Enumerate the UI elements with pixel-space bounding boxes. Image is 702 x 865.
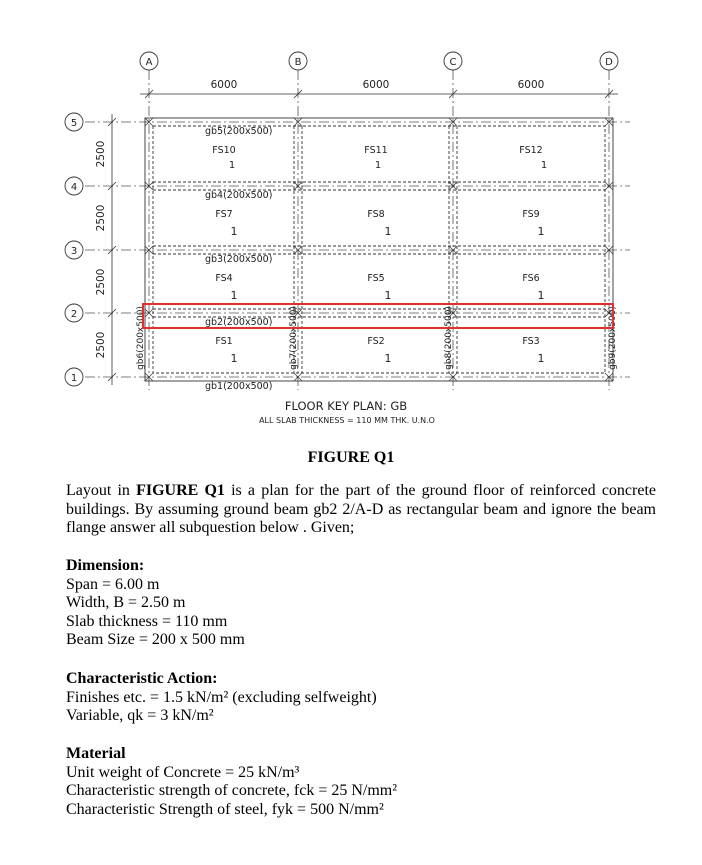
plan-subtitle: ALL SLAB THICKNESS = 110 MM THK. U.N.O: [259, 416, 435, 425]
slab-mark-fs7: 1: [230, 225, 238, 238]
material-heading: Material: [66, 745, 126, 762]
svg-text:3: 3: [70, 246, 78, 257]
slab-mark-fs9: 1: [537, 225, 545, 238]
plan-title: FLOOR KEY PLAN: GB: [284, 399, 408, 413]
span-dimension-ab: 6000: [210, 79, 238, 91]
dimension-beam-size: Beam Size = 200 x 500 mm: [66, 631, 245, 648]
slab-label-fs9: FS9: [522, 209, 540, 220]
action-section: [66, 670, 377, 726]
intro-text-rest: is a plan for the part of the ground floor of reinforced concrete buildings. By assuming ground beam gb2 2/A-D as rectangular beam and ignore the beam flange answer all subquestion below . Given;: [66, 482, 657, 536]
dimension-heading: Dimension:: [66, 557, 145, 574]
intro-paragraph: [66, 482, 656, 538]
column-bubbles: [140, 52, 618, 70]
slab-label-fs10: FS10: [212, 145, 236, 156]
grid-bubble-a: [140, 52, 158, 70]
beam-label-gb9: gb9(200x500): [608, 306, 618, 370]
svg-text:4: 4: [70, 182, 78, 193]
slab-mark-fs1: 1: [230, 352, 238, 365]
intro-text-start: Layout in: [66, 482, 137, 499]
slab-mark-fs5: 1: [384, 289, 392, 302]
beam-label-gb5: gb5(200x500): [205, 126, 273, 137]
slab-mark-fs8: 1: [384, 225, 392, 238]
action-heading: Characteristic Action:: [66, 670, 218, 687]
row-bubbles: [65, 113, 83, 386]
slab-label-fs3: FS3: [522, 336, 540, 347]
svg-text:A: A: [145, 57, 153, 68]
grid-bubble-2: [65, 304, 83, 322]
slab-mark-fs3: 1: [537, 352, 545, 365]
slab-label-fs4: FS4: [215, 273, 233, 284]
slab-label-fs6: FS6: [522, 273, 540, 284]
grid-bubble-b: [289, 52, 307, 70]
slab-mark-fs12: 1: [540, 160, 548, 171]
slab-label-fs11: FS11: [364, 145, 388, 156]
beam-label-gb2: gb2(200x500): [205, 317, 273, 328]
svg-text:2: 2: [70, 309, 78, 320]
svg-text:C: C: [449, 57, 457, 68]
slab-label-fs5: FS5: [367, 273, 385, 284]
material-concrete-weight: Unit weight of Concrete = 25 kN/m³: [66, 763, 300, 781]
span-dimension-5-4: 2500: [95, 140, 107, 168]
dimension-span: Span = 6.00 m: [66, 575, 160, 593]
svg-text:1: 1: [70, 373, 78, 384]
svg-text:D: D: [605, 57, 613, 68]
grid-bubble-4: [65, 177, 83, 195]
span-dimension-bc: 6000: [362, 79, 390, 91]
left-dimension-line: [108, 114, 116, 385]
slab-mark-fs11: 1: [374, 160, 382, 171]
beam-label-gb3: gb3(200x500): [205, 254, 273, 265]
material-fyk: Characteristic Strength of steel, fyk = 500 N/mm²: [66, 800, 384, 818]
slab-mark-fs2: 1: [384, 352, 392, 365]
span-dimension-2-1: 2500: [95, 331, 107, 359]
span-dimension-4-3: 2500: [95, 204, 107, 232]
slab-label-fs12: FS12: [519, 145, 543, 156]
svg-text:5: 5: [70, 118, 78, 129]
grid-bubble-5: [65, 113, 83, 131]
dimension-section: [66, 557, 245, 650]
beam-label-gb6: gb6(200x500): [136, 306, 146, 370]
beam-label-gb7: gb7(200x500): [289, 306, 299, 370]
grid-bubble-d: [600, 52, 618, 70]
slab-label-fs2: FS2: [367, 336, 385, 347]
figure-reference: FIGURE Q1: [136, 482, 225, 499]
figure-label: FIGURE Q1: [307, 449, 395, 466]
span-dimension-3-2: 2500: [95, 268, 107, 296]
action-variable: Variable, qk = 3 kN/m²: [66, 707, 214, 724]
dimension-width: Width, B = 2.50 m: [66, 594, 186, 611]
svg-text:B: B: [294, 57, 302, 68]
slab-mark-fs10: 1: [228, 160, 236, 171]
top-dimension-line: [140, 90, 618, 98]
beam-label-gb8: gb8(200x500): [444, 306, 454, 370]
grid-bubble-c: [444, 52, 462, 70]
grid-bubble-1: [65, 368, 83, 386]
grid-bubble-3: [65, 241, 83, 259]
slab-mark-fs4: 1: [230, 289, 238, 302]
beam-label-gb4: gb4(200x500): [205, 190, 273, 201]
action-finishes: Finishes etc. = 1.5 kN/m² (excluding selfweight): [66, 688, 377, 706]
slab-label-fs7: FS7: [215, 209, 233, 220]
dimension-slab-thickness: Slab thickness = 110 mm: [66, 612, 228, 630]
material-fck: Characteristic strength of concrete, fck = 25 N/mm²: [66, 782, 398, 799]
beam-label-gb1: gb1(200x500): [205, 381, 273, 392]
slab-mark-fs6: 1: [537, 289, 545, 302]
material-section: [66, 745, 397, 819]
slab-label-fs1: FS1: [215, 336, 233, 347]
slab-label-fs8: FS8: [367, 209, 385, 220]
span-dimension-cd: 6000: [517, 79, 545, 91]
